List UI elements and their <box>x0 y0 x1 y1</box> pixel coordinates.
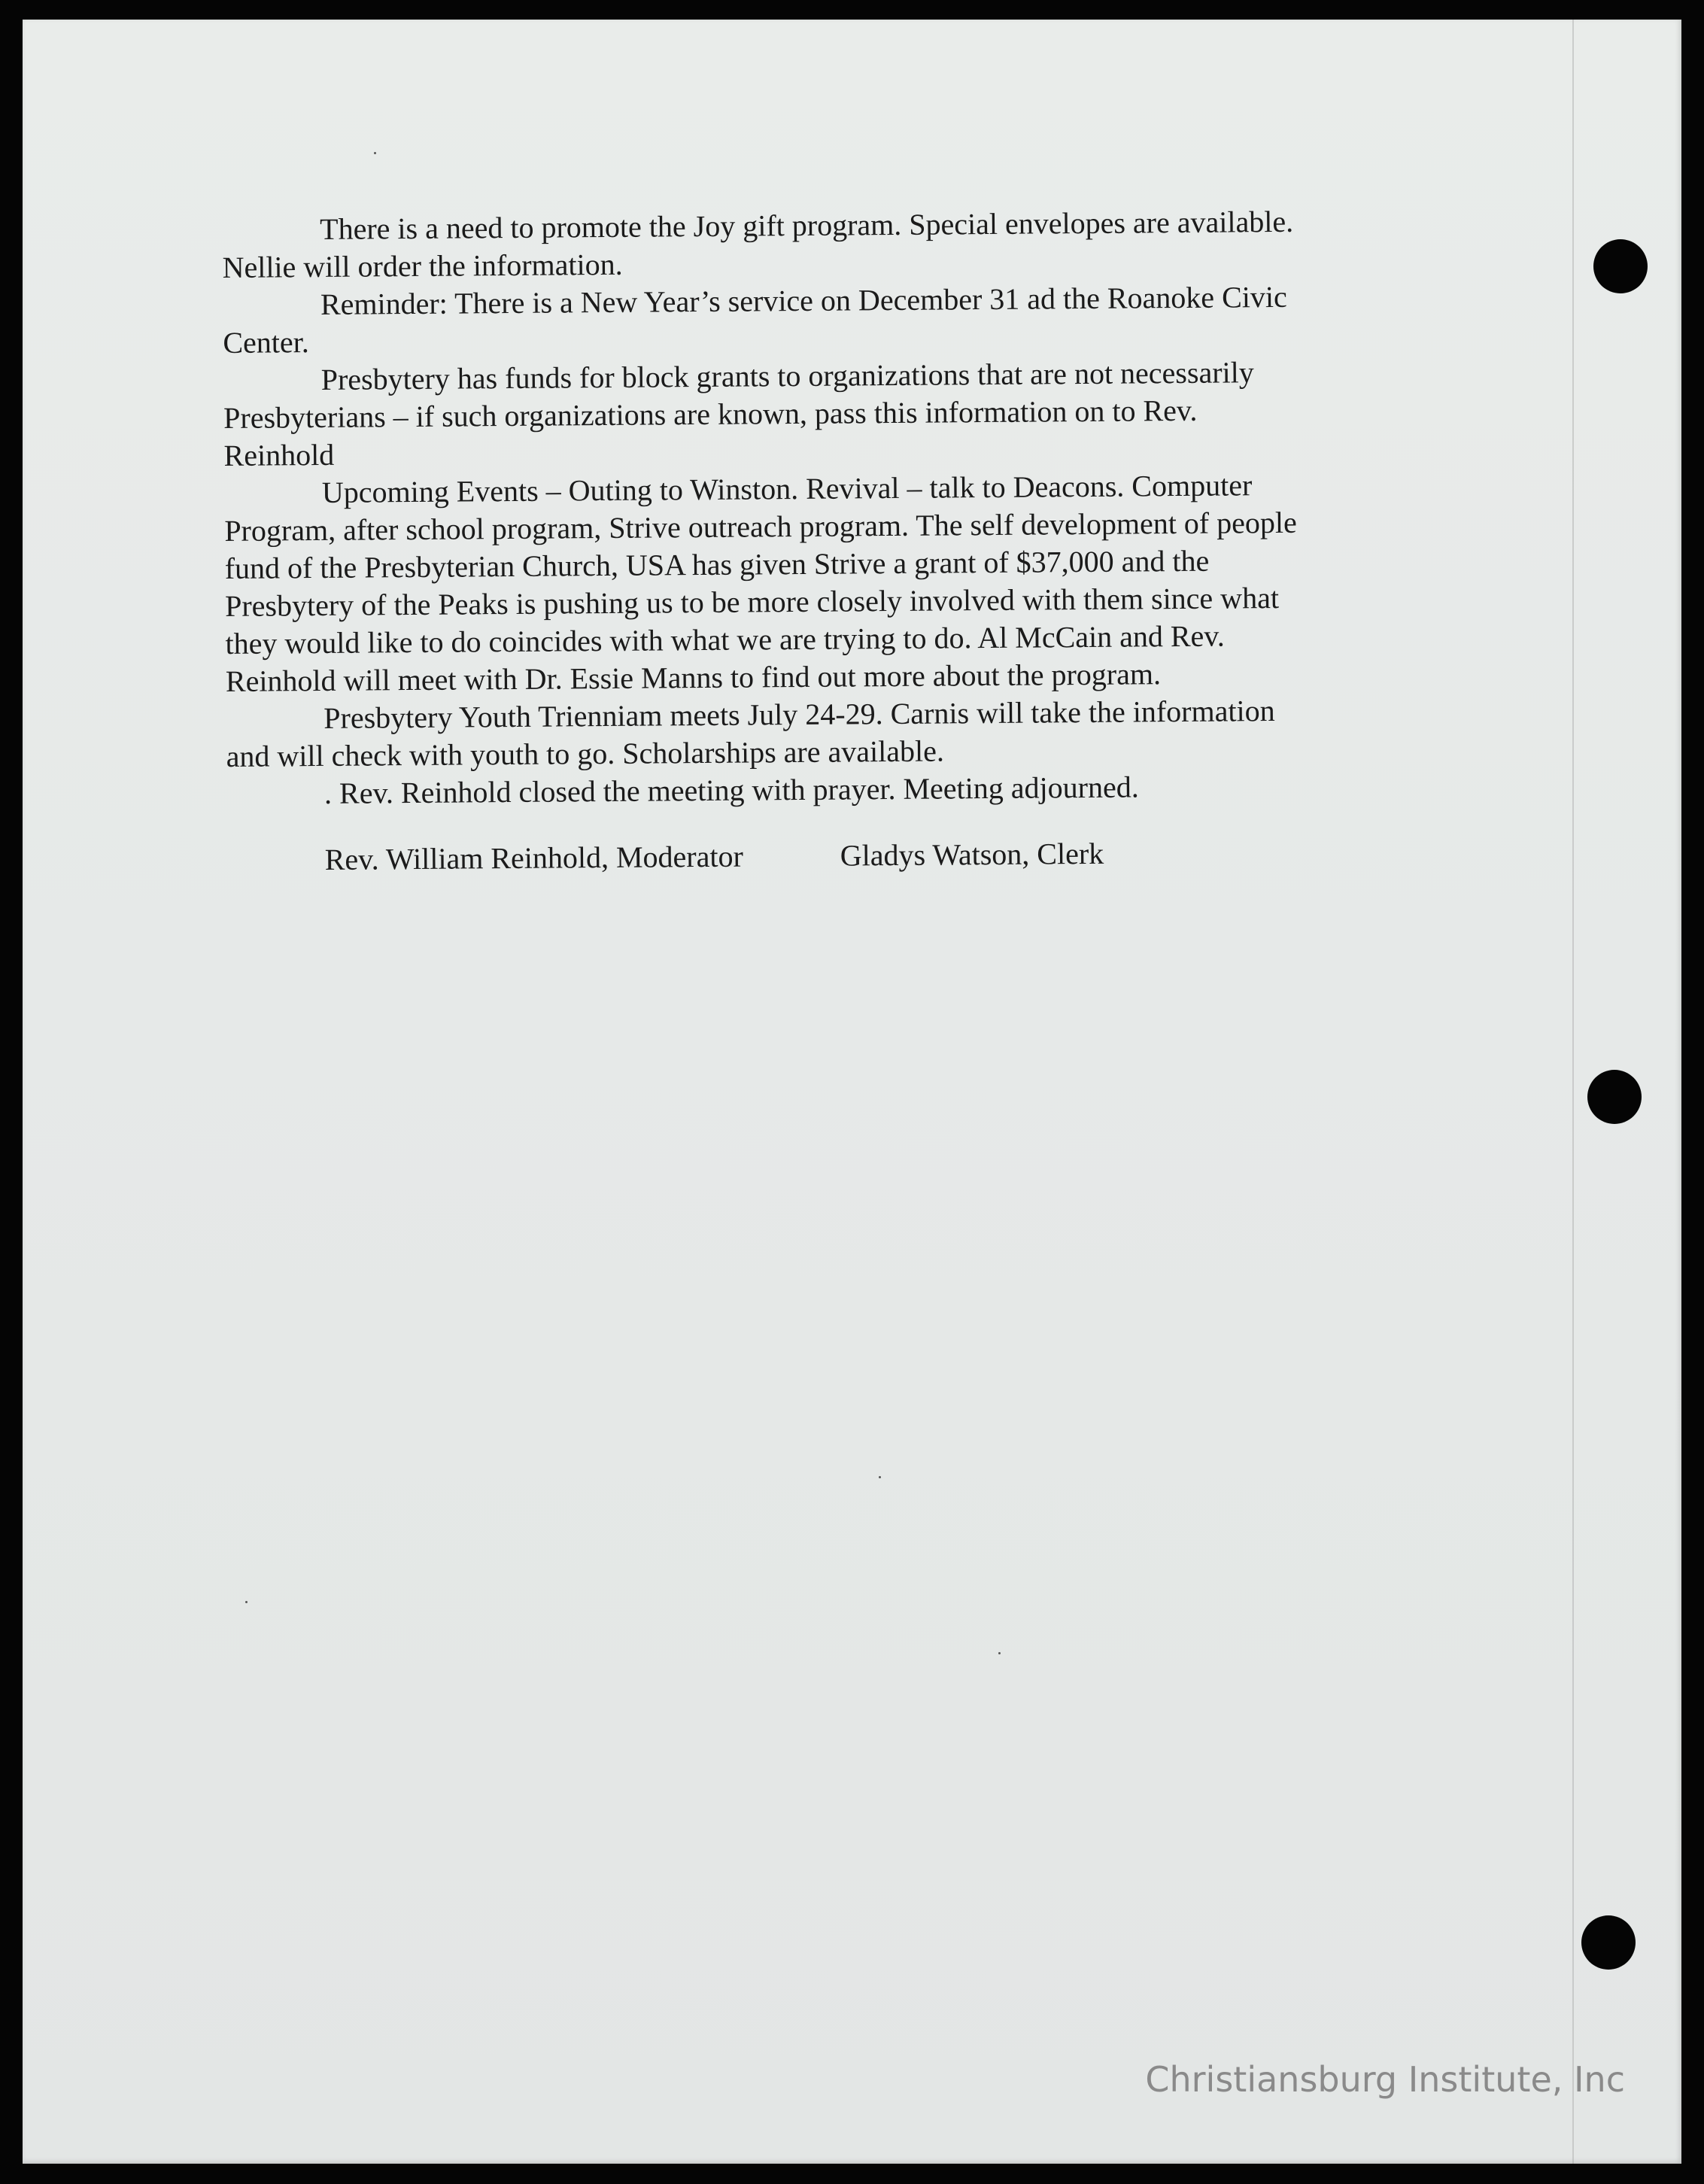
punch-hole-bottom <box>1581 1915 1636 1970</box>
watermark-text: Christiansburg Institute, Inc <box>1145 2059 1625 2100</box>
punch-hole-middle <box>1587 1070 1642 1124</box>
minutes-body <box>222 202 1438 879</box>
paper-speck <box>879 1476 881 1478</box>
page-fold-line <box>1572 20 1574 2164</box>
paper-speck <box>374 152 376 154</box>
paper-speck <box>998 1652 1001 1654</box>
clerk-signature: Gladys Watson, Clerk <box>840 836 1104 873</box>
paragraph-closing: . Rev. Reinhold closed the meeting with prayer. Meeting adjourned. <box>323 770 1139 810</box>
paragraph-joy-gift: There is a need to promote the Joy gift program. Special envelopes are available. Nellie will order the information. <box>222 204 1294 284</box>
document-page <box>23 20 1681 2164</box>
paragraph-youth-trienniam: Presbytery Youth Trienniam meets July 24-29. Carnis will take the information and will check with youth to go. Scholarships are available. <box>226 694 1275 773</box>
signature-line <box>227 832 1438 879</box>
paragraph-reminder: Reminder: There is a New Year’s service on December 31 ad the Roanoke Civic Center. <box>223 279 1287 360</box>
paragraph-block-grants: Presbytery has funds for block grants to organizations that are not necessarily Presbyterians – if such organizations are known, pass this information on to Rev. Reinhold <box>223 355 1254 472</box>
paragraph-upcoming-events: Upcoming Events – Outing to Winston. Revival – talk to Deacons. Computer Program, after school program, Strive outreach program. The self development of people fund of the Presbyterian Church, USA has given Strive a grant of $37,000 and the Presbytery of the Peaks is pushing us to be more closely involved with them since what they would like to do coincides with what we are trying to do. Al McCain and Rev. Reinhold will meet with Dr. Essie Manns to find out more about the program. <box>224 468 1297 698</box>
punch-hole-top <box>1593 239 1648 293</box>
moderator-signature: Rev. William Reinhold, Moderator <box>324 839 744 876</box>
paper-speck <box>245 1601 248 1603</box>
